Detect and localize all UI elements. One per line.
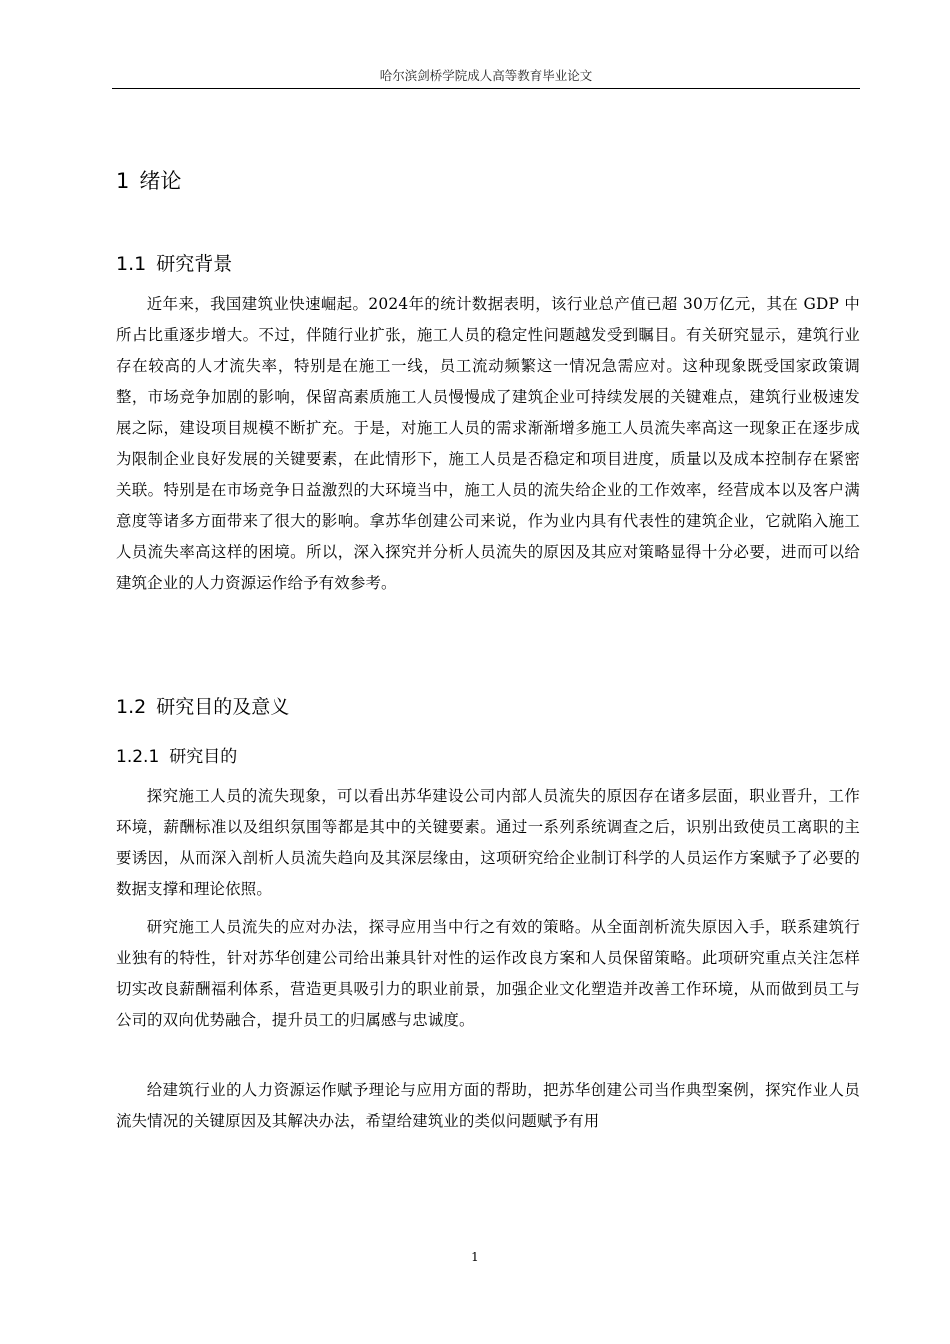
subsection-number: 1.2.1 bbox=[116, 747, 160, 767]
chapter-number: 1 bbox=[116, 169, 130, 193]
section-heading-1-1 bbox=[116, 249, 232, 276]
header-rule bbox=[112, 88, 860, 89]
paragraph-purpose-1: 探究施工人员的流失现象，可以看出苏华建设公司内部人员流失的原因存在诸多层面，职业晋升，工作环境，薪酬标准以及组织氛围等都是其中的关键要素。通过一系列系统调查之后，识别出致使员工离职的主要诱因，从而深入剖析人员流失趋向及其深层缘由，这项研究给企业制订科学的人员运作方案赋予了必要的数据支撑和理论依照。 bbox=[116, 787, 860, 898]
section-title: 研究背景 bbox=[156, 253, 233, 275]
chapter-heading bbox=[116, 165, 181, 195]
section-heading-1-2 bbox=[116, 692, 289, 719]
paragraph-purpose-3: 给建筑行业的人力资源运作赋予理论与应用方面的帮助，把苏华创建公司当作典型案例，探究作业人员流失情况的关键原因及其解决办法，希望给建筑业的类似问题赋予有用 bbox=[116, 1081, 860, 1130]
chapter-title: 绪论 bbox=[139, 169, 182, 193]
section-title: 研究目的及意义 bbox=[156, 696, 290, 718]
page-number: 1 bbox=[471, 1250, 479, 1264]
paragraph-purpose-2: 研究施工人员流失的应对办法，探寻应用当中行之有效的策略。从全面剖析流失原因入手，联系建筑行业独有的特性，针对苏华创建公司给出兼具针对性的运作改良方案和人员保留策略。此项研究重点关注怎样切实改良薪酬福利体系，营造更具吸引力的职业前景，加强企业文化塑造并改善工作环境，从而做到员工与公司的双向优势融合，提升员工的归属感与忠诚度。 bbox=[116, 918, 860, 1029]
subsection-heading-1-2-1 bbox=[116, 742, 237, 767]
section-number: 1.2 bbox=[116, 696, 147, 718]
section-number: 1.1 bbox=[116, 253, 147, 275]
running-header: 哈尔滨剑桥学院成人高等教育毕业论文 bbox=[379, 68, 593, 83]
subsection-title: 研究目的 bbox=[169, 747, 238, 767]
paragraph-background: 近年来，我国建筑业快速崛起。2024年的统计数据表明，该行业总产值已超 30万亿元，其在 GDP 中所占比重逐步增大。不过，伴随行业扩张，施工人员的稳定性问题越发受到瞩目。有关研究显示，建筑行业存在较高的人才流失率，特别是在施工一线，员工流动频繁这一情况急需应对。这种现象既受国家政策调整，市场竞争加剧的影响，保留高素质施工人员慢慢成了建筑企业可持续发展的关键难点，建筑行业极速发展之际，建设项目规模不断扩充。于是，对施工人员的需求渐渐增多施工人员流失率高这一现象正在逐步成为限制企业良好发展的关键要素，在此情形下，施工人员是否稳定和项目进度，质量以及成本控制存在紧密关联。特别是在市场竞争日益激烈的大环境当中，施工人员的流失给企业的工作效率，经营成本以及客户满意度等诸多方面带来了很大的影响。拿苏华创建公司来说，作为业内具有代表性的建筑企业，它就陷入施工人员流失率高这样的困境。所以，深入探究并分析人员流失的原因及其应对策略显得十分必要，进而可以给建筑企业的人力资源运作给予有效参考。 bbox=[116, 295, 860, 592]
